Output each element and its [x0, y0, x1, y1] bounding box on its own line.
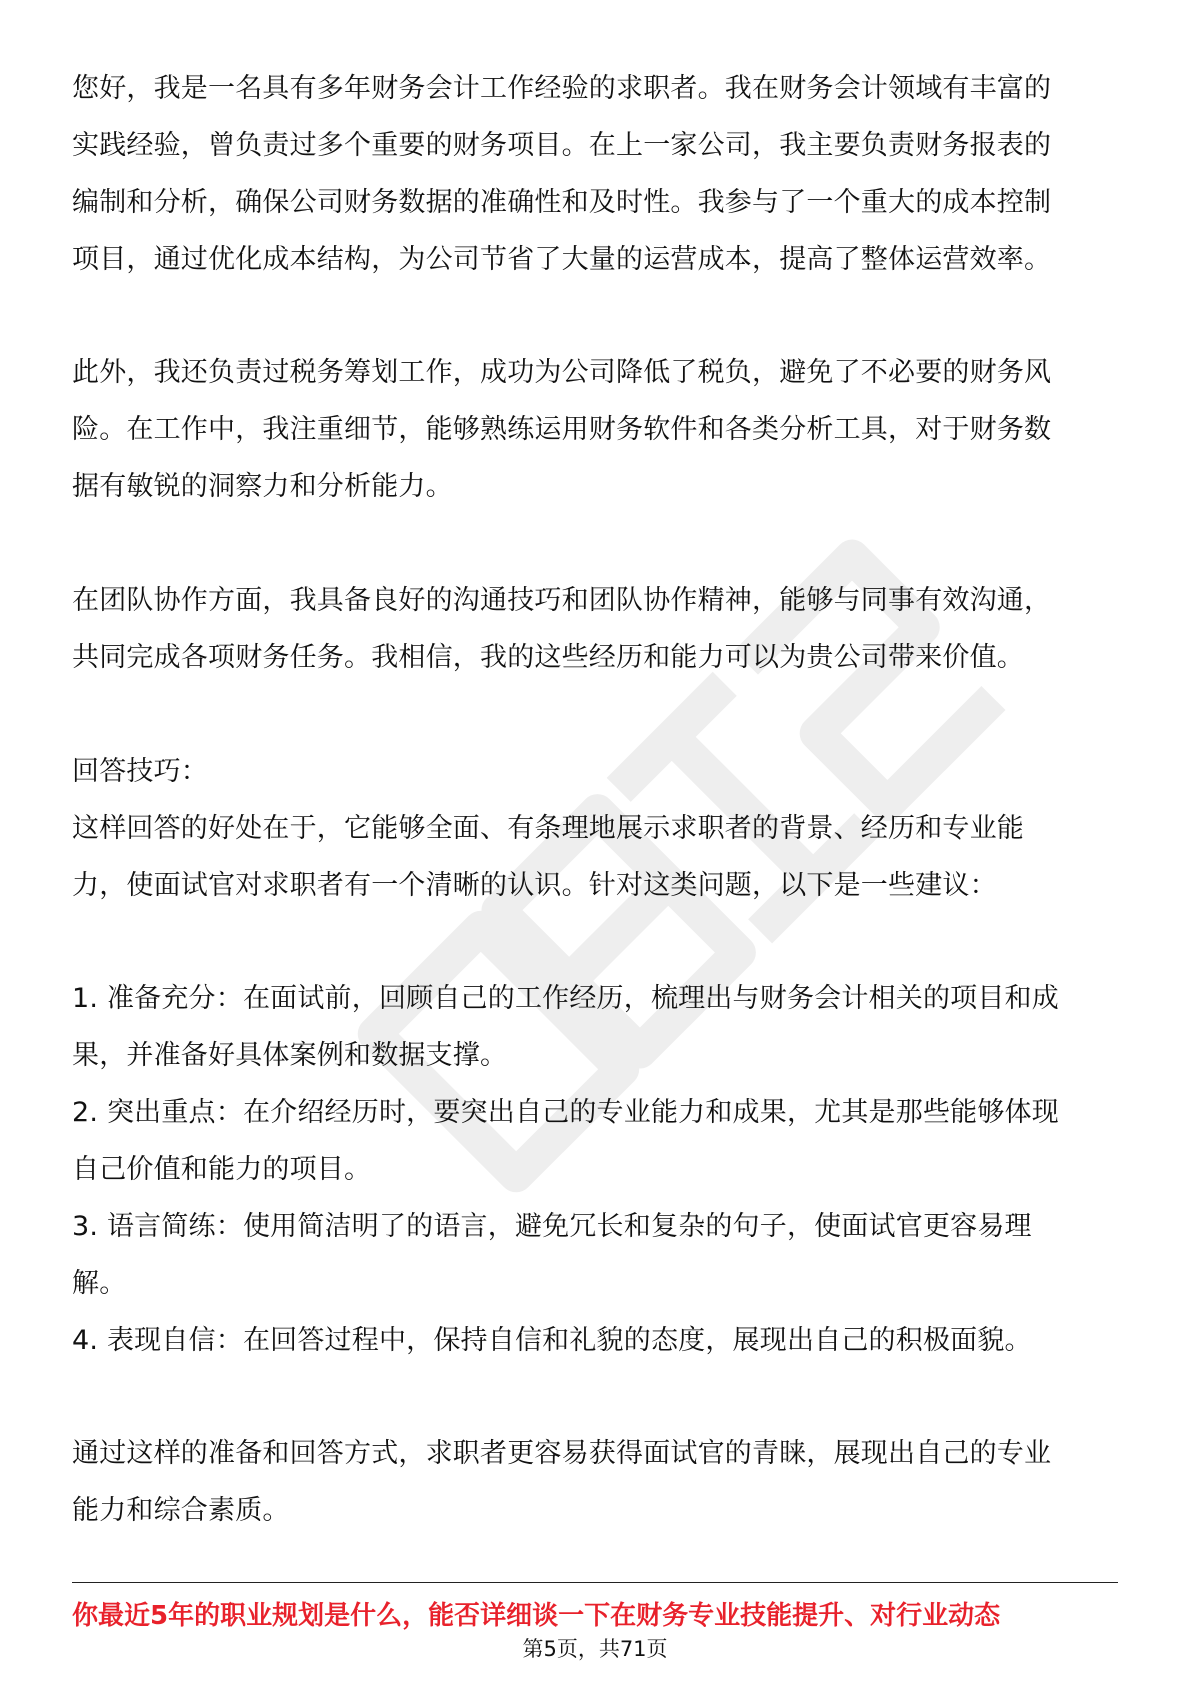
text-line: 解。	[72, 1268, 127, 1299]
text-line: 4. 表现自信：在回答过程中，保持自信和礼貌的态度，展现出自己的积极面貌。	[72, 1325, 1032, 1356]
text-line: 险。在工作中，我注重细节，能够熟练运用财务软件和各类分析工具，对于财务数	[72, 414, 1052, 445]
text-line: 此外，我还负责过税务筹划工作，成功为公司降低了税负，避免了不必要的财务风	[72, 357, 1052, 388]
text-line: 能力和综合素质。	[72, 1495, 290, 1526]
text-line: 在团队协作方面，我具备良好的沟通技巧和团队协作精神，能够与同事有效沟通，	[72, 585, 1052, 616]
text-line: 力，使面试官对求职者有一个清晰的认识。针对这类问题，以下是一些建议：	[72, 870, 997, 901]
next-question-heading: 你最近5年的职业规划是什么，能否详细谈一下在财务专业技能提升、对行业动态	[72, 1601, 1001, 1631]
text-line: 据有敏锐的洞察力和分析能力。	[72, 471, 453, 502]
text-line: 这样回答的好处在于，它能够全面、有条理地展示求职者的背景、经历和专业能	[72, 813, 1024, 844]
text-line: 实践经验，曾负责过多个重要的财务项目。在上一家公司，我主要负责财务报表的	[72, 130, 1052, 161]
text-line: 1. 准备充分：在面试前，回顾自己的工作经历，梳理出与财务会计相关的项目和成	[72, 983, 1059, 1014]
text-line: 共同完成各项财务任务。我相信，我的这些经历和能力可以为贵公司带来价值。	[72, 642, 1024, 673]
paragraph	[72, 1425, 1118, 1539]
text-line: 通过这样的准备和回答方式，求职者更容易获得面试官的青睐，展现出自己的专业	[72, 1438, 1052, 1469]
paragraph	[72, 60, 1118, 288]
text-line: 2. 突出重点：在介绍经历时，要突出自己的专业能力和成果，尤其是那些能够体现	[72, 1097, 1059, 1128]
text-line: 项目，通过优化成本结构，为公司节省了大量的运营成本，提高了整体运营效率。	[72, 244, 1052, 275]
paragraph	[72, 344, 1118, 515]
paragraph	[72, 743, 1118, 914]
paragraph	[72, 572, 1118, 686]
text-line: 果，并准备好具体案例和数据支撑。	[72, 1040, 508, 1071]
text-line: 回答技巧：	[72, 756, 208, 787]
text-line: 自己价值和能力的项目。	[72, 1154, 372, 1185]
text-line: 您好，我是一名具有多年财务会计工作经验的求职者。我在财务会计领域有丰富的	[72, 73, 1052, 104]
text-line: 3. 语言简练：使用简洁明了的语言，避免冗长和复杂的句子，使面试官更容易理	[72, 1211, 1032, 1242]
section-divider	[72, 1582, 1118, 1583]
page-number: 第5页，共71页	[522, 1637, 668, 1661]
text-line: 编制和分析，确保公司财务数据的准确性和及时性。我参与了一个重大的成本控制	[72, 187, 1052, 218]
paragraph	[72, 970, 1118, 1369]
